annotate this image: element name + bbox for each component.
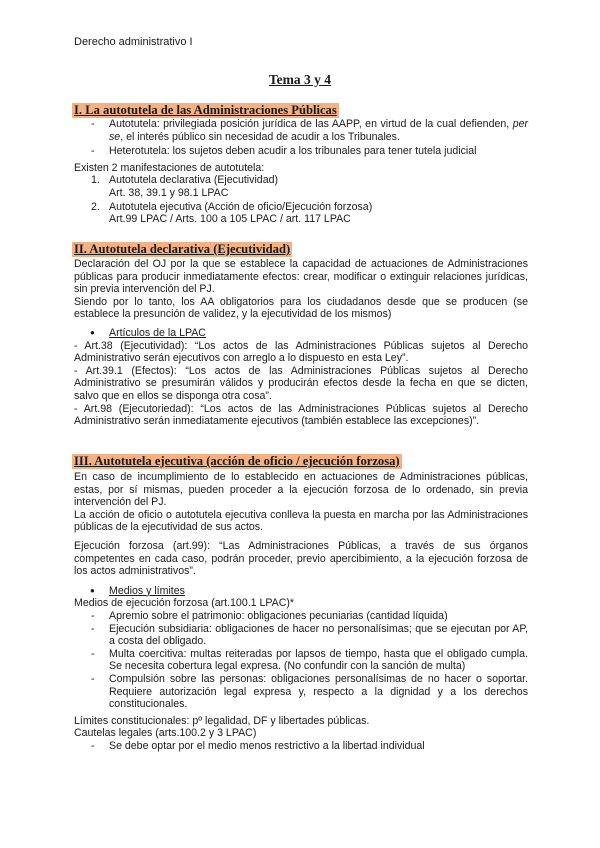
article-98: - Art.98 (Ejecutoriedad): “Los actos de las Administraciones Públicas sujetos al Derecho Administrativo serán inmediatamente ejecutivos (también establece las excepciones)”. [74, 402, 528, 428]
list-item: - Compulsión sobre las personas: obligaciones personalísimas de no hacer o soportar. Requiere autorización legal expresa y, respecto a la dignidad y a los derechos constitucionales. [74, 673, 528, 711]
medios-heading: Medios de ejecución forzosa (art.100.1 LPAC)* [74, 597, 295, 610]
list-item: 2. Autotutela ejecutiva (Acción de oficio/Ejecución forzosa) Art.99 LPAC / Arts. 100 a 105 LPAC / art. 117 LPAC [91, 200, 373, 226]
paragraph: En caso de incumplimiento de lo establecido en actuaciones de Administraciones públicas, estas, por sí mismas, pueden proceder a la ejecución forzosa de lo ordenado, sin previa intervención del PJ. [74, 471, 528, 509]
page-header: Derecho administrativo I [74, 36, 193, 48]
section-3-heading: III. Autotutela ejecutiva (acción de oficio / ejecución forzosa) [74, 454, 400, 468]
manifestaciones-intro: Existen 2 manifestaciones de autotutela: [74, 161, 265, 174]
list-item: - Multa coercitiva: multas reiteradas por lapsos de tiempo, hasta que el obligado cumpla. Se necesita cobertura legal expresa. (No confundir con la sanción de multa) [74, 648, 528, 673]
limites-constitucionales: Límites constitucionales: pº legalidad, DF y libertades públicas. [74, 714, 370, 727]
section-2-heading: II. Autotutela declarativa (Ejecutividad) [74, 242, 291, 256]
paragraph: Declaración del OJ por la que se establece la capacidad de actuaciones de Administraciones públicas para producir inmediatamente efectos: crear, modificar o extinguir relaciones jurídicas, sin previa intervención del PJ. [74, 258, 528, 296]
article-38: - Art.38 (Ejecutividad): “Los actos de las Administraciones Públicas sujetos al Derecho Administrativo serán ejecutivos con arreglo a lo dispuesto en esta Ley”. [74, 339, 528, 365]
cautelas-legales: Cautelas legales (arts.100.2 y 3 LPAC) [74, 727, 257, 740]
section-1-heading: I. La autotutela de las Administraciones Públicas [74, 103, 337, 117]
autotutela-definition: - Autotutela: privilegiada posición jurídica de las AAPP, en virtud de la cual defienden, per se, el interés público sin necesidad de acudir a los Tribunales. [74, 118, 528, 143]
bullet-heading: ● Artículos de la LPAC [74, 327, 528, 340]
ejecucion-forzosa-quote: Ejecución forzosa (art.99): “Las Administraciones Públicas, a través de sus órganos competentes en cada caso, podrán proceder, previo apercibimiento, a la ejecución forzosa de los actos administrativos”. [74, 539, 528, 578]
section-3-body [74, 471, 528, 752]
list-item: 1. Autotutela declarativa (Ejecutividad) Art. 38, 39.1 y 98.1 LPAC [91, 174, 279, 199]
heterotutela-definition: - Heterotutela: los sujetos deben acudir a los tribunales para tener tutela judicial [74, 145, 528, 158]
paragraph: La acción de oficio o autotutela ejecutiva conlleva la puesta en marcha por las Administraciones públicas de la ejecutividad de sus actos. [74, 508, 528, 534]
article-39-1: - Art.39.1 (Efectos): “Los actos de las Administraciones Públicas sujetos al Derecho Administrativo se presumirán válidos y producirán efectos desde la fecha en que se dicten, salvo que en ellos se disponga otra cosa”. [74, 364, 528, 402]
list-item: - Ejecución subsidiaria: obligaciones de hacer no personalísimas; que se ejecutan por AP, a costa del obligado. [74, 623, 528, 648]
bullet-heading: ● Medios y límites [74, 585, 528, 598]
page-title: Tema 3 y 4 [268, 72, 332, 87]
list-item: - Apremio sobre el patrimonio: obligaciones pecuniarias (cantidad líquida) [74, 610, 528, 623]
section-2-body [74, 258, 528, 428]
section-1-body [74, 118, 528, 226]
list-item: - Se debe optar por el medio menos restrictivo a la libertad individual [74, 740, 528, 753]
paragraph: Siendo por lo tanto, los AA obligatorios para los ciudadanos desde que se producen (se establece la presunción de validez, y la ejecutividad de los mismos) [74, 295, 528, 321]
